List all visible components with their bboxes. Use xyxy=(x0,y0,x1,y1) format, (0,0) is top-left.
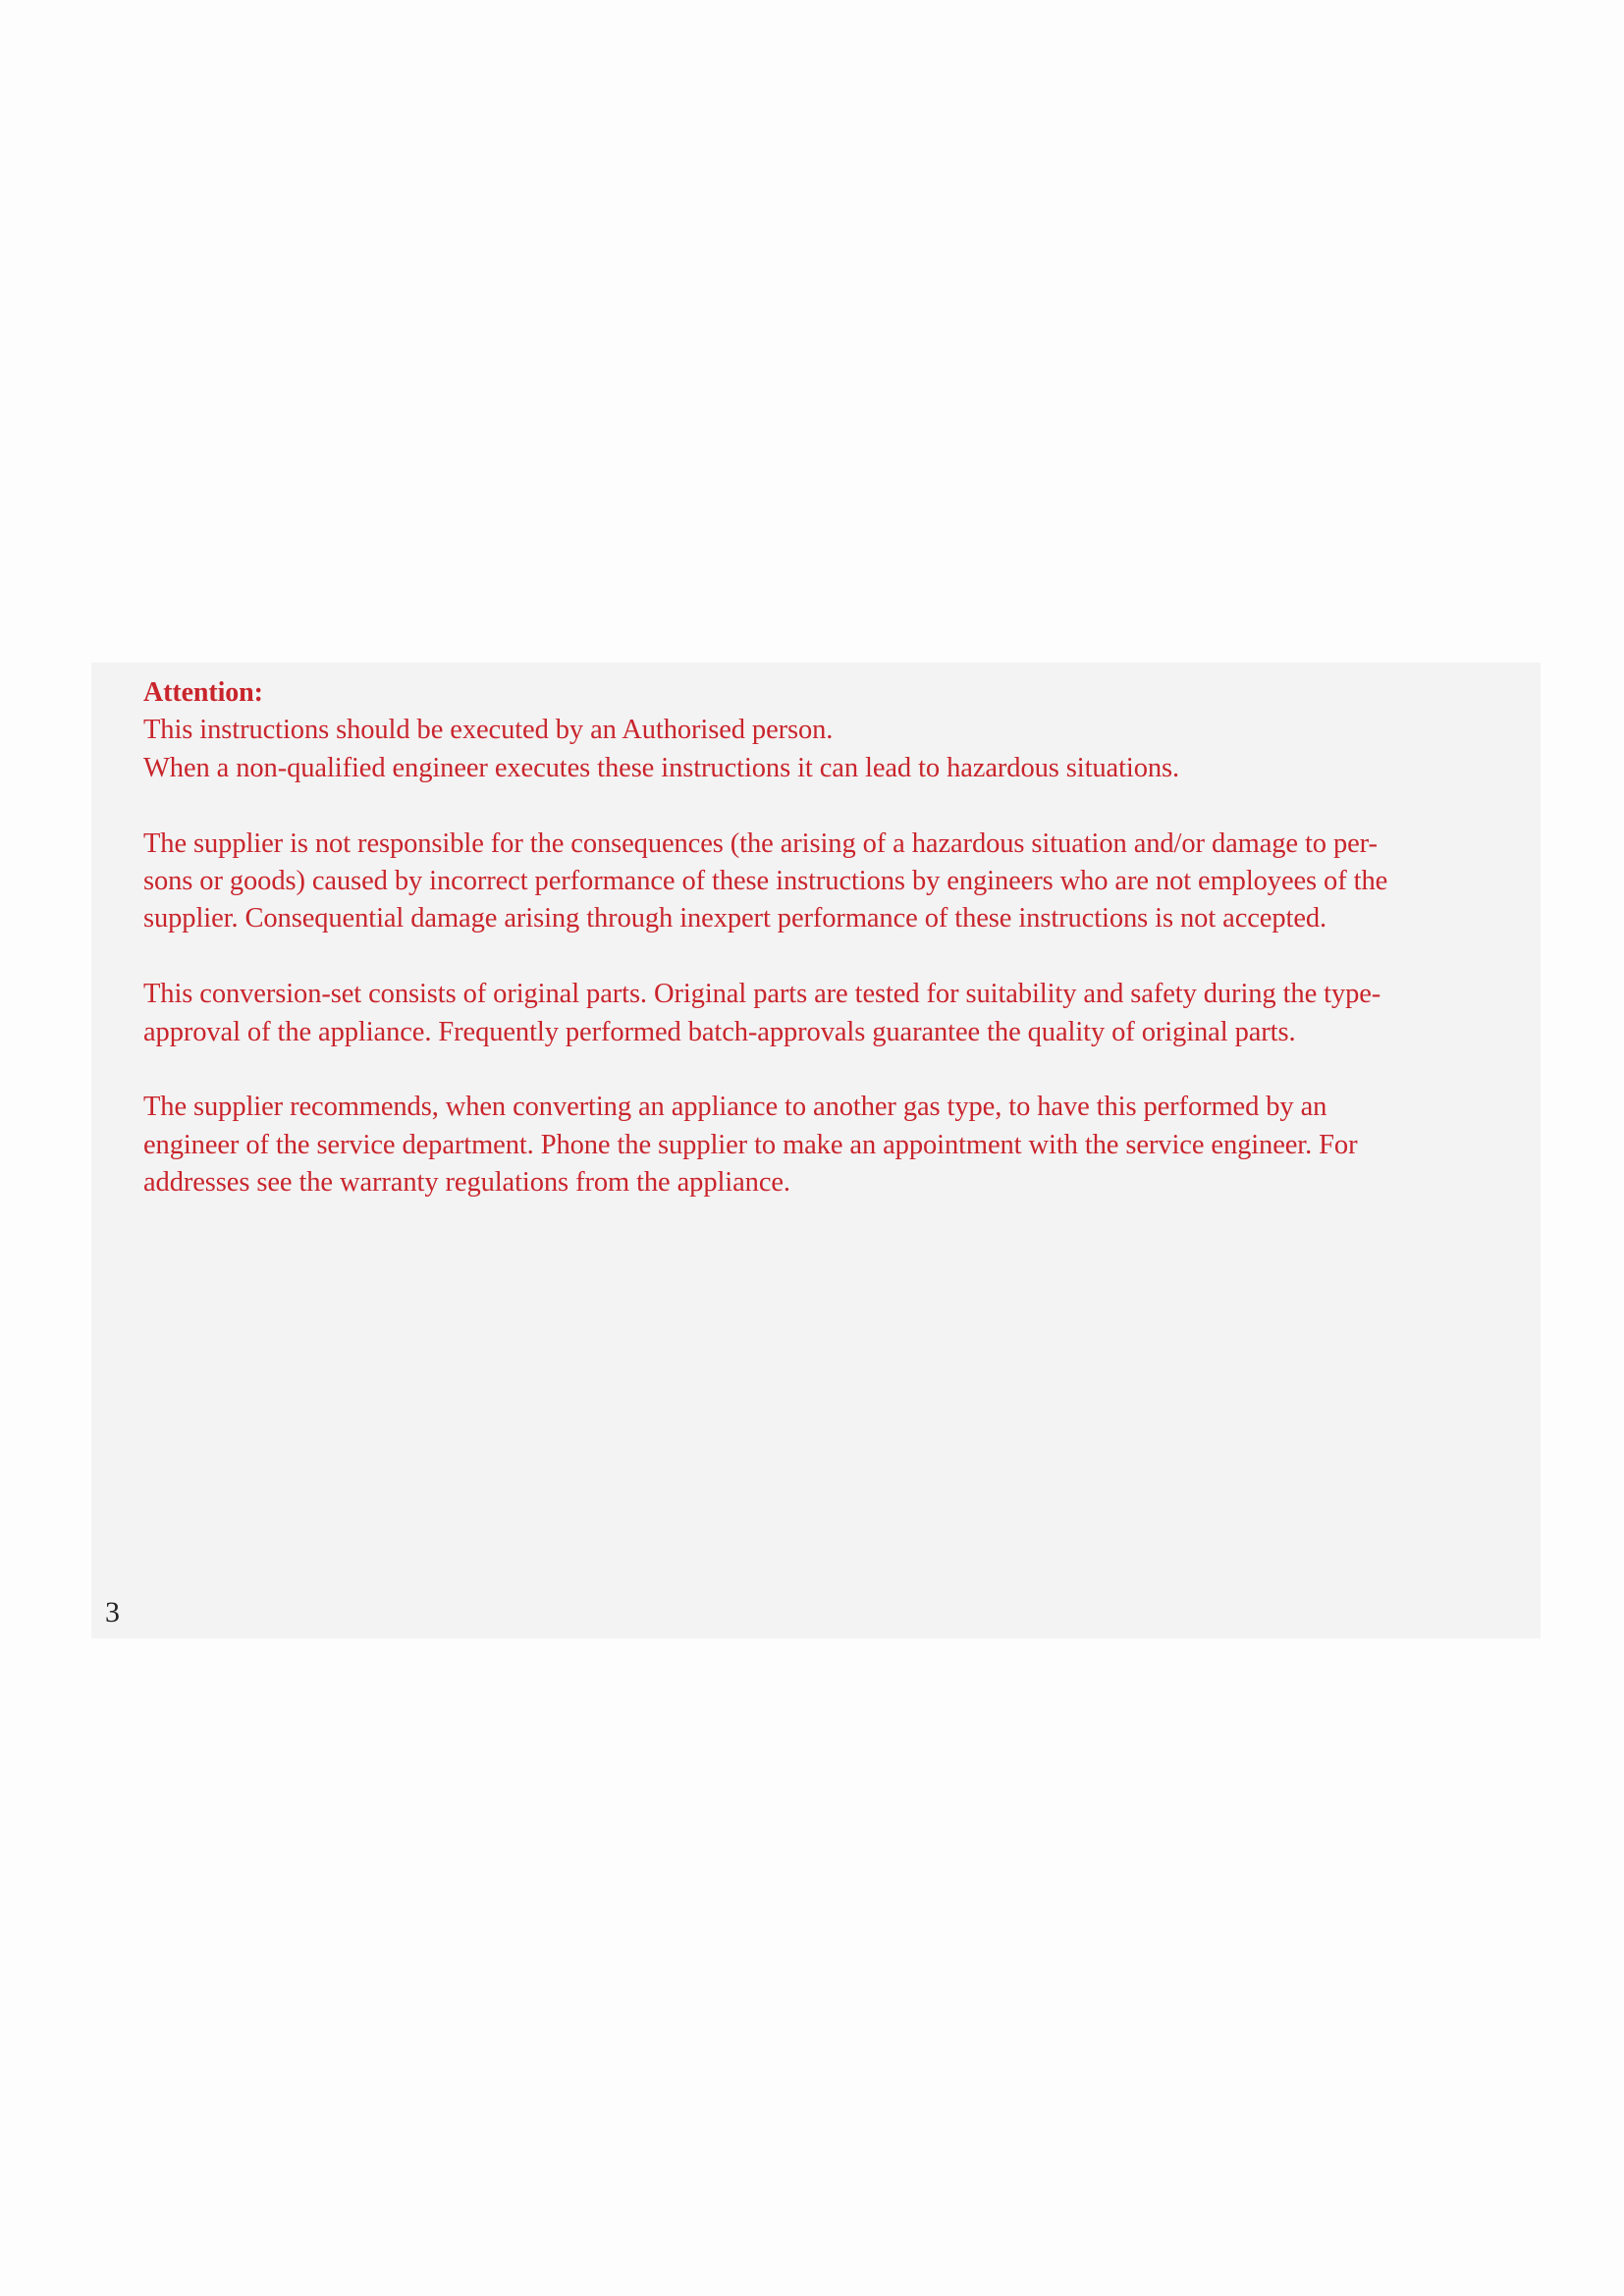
paragraph-line: The supplier recommends, when converting an appliance to another gas type, to have this performed by an xyxy=(143,1092,1327,1123)
liability-paragraph xyxy=(143,826,1518,938)
paragraph-line: addresses see the warranty regulations from the appliance. xyxy=(143,1167,790,1199)
notice-heading: Attention: xyxy=(143,677,263,708)
notice-panel xyxy=(91,663,1541,1638)
paragraph-line: engineer of the service department. Phone the supplier to make an appointment with the service engineer. For xyxy=(143,1129,1358,1160)
notice-body xyxy=(143,674,1518,1202)
paragraph-line: sons or goods) caused by incorrect performance of these instructions by engineers who are not employees of the xyxy=(143,866,1388,897)
paragraph-line: This conversion-set consists of original parts. Original parts are tested for suitability and safety during the type- xyxy=(143,979,1381,1010)
page-number: 3 xyxy=(105,1596,120,1629)
original-parts-paragraph xyxy=(143,976,1518,1051)
service-recommendation-paragraph xyxy=(143,1089,1518,1201)
paragraph-line: approval of the appliance. Frequently performed batch-approvals guarantee the quality of original parts. xyxy=(143,1016,1296,1047)
notice-line: When a non-qualified engineer executes these instructions it can lead to hazardous situations. xyxy=(143,752,1180,783)
paragraph-line: supplier. Consequential damage arising through inexpert performance of these instructions is not accepted. xyxy=(143,903,1327,934)
notice-line: This instructions should be executed by an Authorised person. xyxy=(143,715,834,746)
paragraph-line: The supplier is not responsible for the consequences (the arising of a hazardous situation and/or damage to per- xyxy=(143,828,1378,859)
